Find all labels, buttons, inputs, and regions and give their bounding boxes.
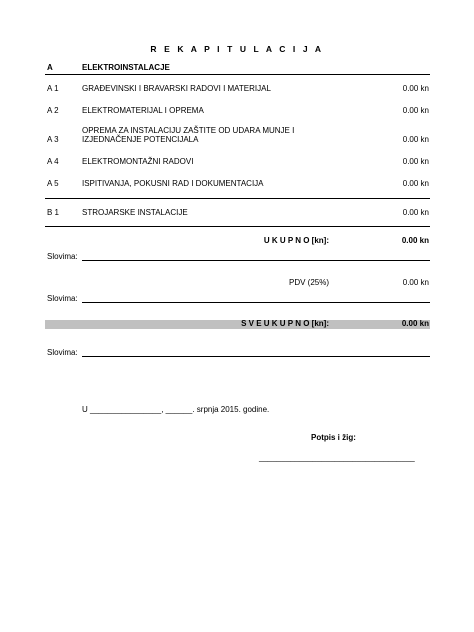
in-words-label: Slovima: [47,294,78,303]
section-label: ELEKTROINSTALACJE [82,63,170,72]
in-words-label: Slovima: [47,252,78,261]
item-amount: 0.00 kn [402,208,429,217]
in-words-line [82,302,430,303]
item-description-line2: IZJEDNAČENJE POTENCIJALA [82,135,199,144]
section-code: A [47,63,53,72]
grand-total-bar [45,320,430,329]
item-description: ELEKTROMONTAŽNI RADOVI [82,157,194,166]
item-amount: 0.00 kn [402,84,429,93]
total-amount: 0.00 kn [401,236,429,245]
signature-label: Potpis i žig: [311,433,356,442]
item-description: GRAĐEVINSKI I BRAVARSKI RADOVI I MATERIJAL [82,84,271,93]
item-amount: 0.00 kn [402,157,429,166]
item-amount: 0.00 kn [402,135,429,144]
item-code: A 5 [47,179,59,188]
in-words-line [82,260,430,261]
item-amount: 0.00 kn [402,179,429,188]
date-line: U ________________, ______. srpnja 2015. godine. [82,405,270,414]
item-description-line1: OPREMA ZA INSTALACIJU ZAŠTITE OD UDARA MUNJE I [82,126,295,135]
item-code: A 4 [47,157,59,166]
in-words-line [82,356,430,357]
section-end-divider [45,198,430,199]
in-words-label: Slovima: [47,348,78,357]
page-title: R E K A P I T U L A C I J A [150,44,324,54]
item-description: ISPITIVANJA, POKUSNI RAD I DOKUMENTACIJA [82,179,264,188]
total-label: U K U P N O [kn]: [263,236,329,245]
vat-amount: 0.00 kn [402,278,429,287]
item-code: B 1 [47,208,60,217]
grand-total-label: S V E U K U P N O [kn]: [241,319,329,328]
item-code: A 1 [47,84,59,93]
signature-line: ___________________________________ [259,453,415,462]
items-end-divider [45,226,430,227]
item-description: STROJARSKE INSTALACIJE [82,208,188,217]
item-description: ELEKTROMATERIJAL I OPREMA [82,106,204,115]
item-code: A 2 [47,106,59,115]
vat-label: PDV (25%) [288,278,329,287]
section-divider [45,74,430,75]
item-code: A 3 [47,135,59,144]
item-amount: 0.00 kn [402,106,429,115]
grand-total-amount: 0.00 kn [401,319,429,328]
